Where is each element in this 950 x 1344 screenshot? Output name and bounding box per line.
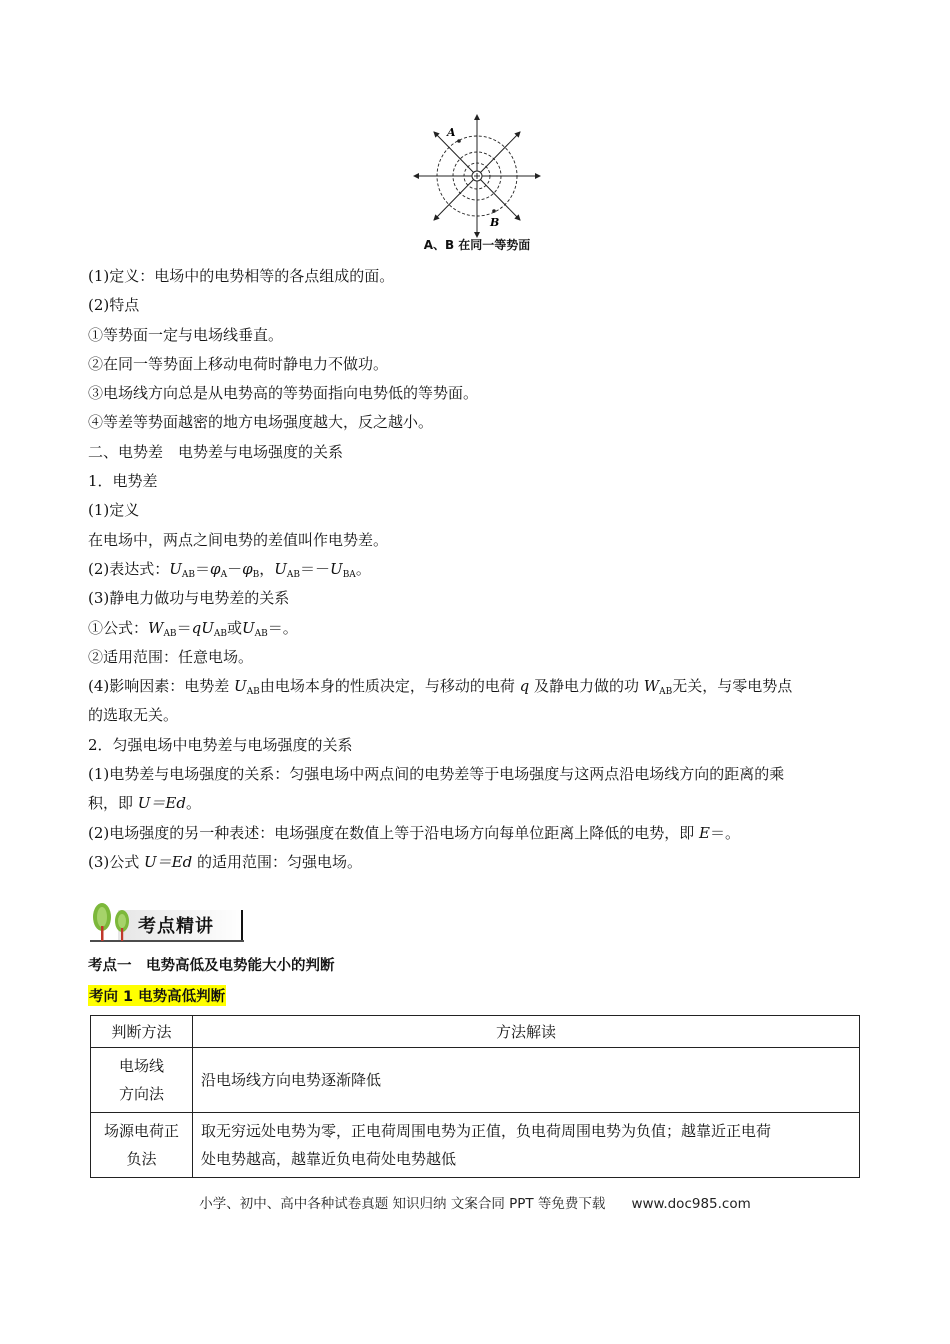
formula-line: ①公式：$W_{AB}=qU_{AB}$或$U_{AB}=$。 [88,618,298,639]
pd-definition-heading: (1)定义 [88,501,140,520]
influence-factors-cont: 的选取无关。 [88,706,179,725]
method-cell: 场源电荷正 负法 [91,1113,193,1178]
formula-scope: (3)公式 U＝Ed 的适用范围：匀强电场。 [88,852,363,871]
feature-1: ①等势面一定与电场线垂直。 [88,325,284,344]
table-row [91,1048,860,1113]
method-table [90,1015,860,1178]
method-cell: 电场线 方向法 [91,1048,193,1113]
banner-label: 考点精讲 [138,916,214,937]
potential-difference-heading: 1．电势差 [88,472,158,491]
field-line-dr [477,176,520,220]
table-row [91,1113,860,1178]
applicable-range: ②适用范围：任意电场。 [88,647,254,666]
feature-4: ④等差等势面越密的地方电场强度越大，反之越小。 [88,413,434,432]
relation-line: (1)电势差与电场强度的关系：匀强电场中两点间的电势差等于电场强度与这两点沿电场线方向的距离的乘 [88,765,785,784]
field-line-ur [477,132,520,176]
features-heading: (2)特点 [88,296,140,315]
header-method: 判断方法 [91,1016,193,1048]
feature-3: ③电场线方向总是从电势高的等势面指向电势低的等势面。 [88,384,479,403]
interpretation-cell: 沿电场线方向电势逐渐降低 [193,1048,860,1113]
footer-text: 小学、初中、高中各种试卷真题 知识归纳 文案合同 PPT 等免费下载 [199,1196,606,1212]
point-a-label: A [447,126,456,139]
expression-line: (2)表达式：$U_{AB}=\varphi_A-\varphi_B$，$U_{AB}=-U_{BA}$。 [88,559,371,580]
point-b-label: B [490,216,500,229]
interpretation-cell: 取无穷远处电势为零，正电荷周围电势为正值，负电荷周围电势为负值；越靠近正电荷 处电势越高，越靠近负电荷处电势越低 [193,1113,860,1178]
section-two-heading: 二、电势差 电势差与电场强度的关系 [88,442,344,461]
equipotential-figure [410,110,544,255]
header-interpretation: 方法解读 [193,1016,860,1048]
kaoxiang-heading: 考向 1 电势高低判断 [88,985,226,1006]
figure-caption: A、B 在同一等势面 [423,238,531,252]
uniform-field-heading: 2．匀强电场中电势差与电场强度的关系 [88,735,353,754]
banner-divider [241,910,243,940]
field-strength-alt: (2)电场强度的另一种表述：电场强度在数值上等于沿电场方向每单位距离上降低的电势，即 E＝。 [88,823,740,842]
field-line-dl [434,176,477,220]
influence-factors: (4)影响因素：电势差 $U_{AB}$由电场本身的性质决定，与移动的电荷 q 及静电力做的功 $W_{AB}$无关，与零电势点 [88,677,793,698]
page-footer [0,1192,950,1212]
pd-definition: 在电场中，两点之间电势的差值叫作电势差。 [88,530,389,549]
relation-line-cont: 积，即 U＝Ed。 [88,794,201,813]
kaodian-heading: 考点一 电势高低及电势能大小的判断 [88,958,335,974]
point-b-dot [492,209,496,213]
body-text [88,262,868,877]
point-a-dot [457,139,461,143]
footer-site-link[interactable]: www.doc985.com [631,1196,751,1212]
work-relation-heading: (3)静电力做功与电势差的关系 [88,589,290,608]
table-header-row [91,1016,860,1048]
feature-2: ②在同一等势面上移动电荷时静电力不做功。 [88,354,389,373]
definition-line: (1)定义：电场中的电势相等的各点组成的面。 [88,267,395,285]
